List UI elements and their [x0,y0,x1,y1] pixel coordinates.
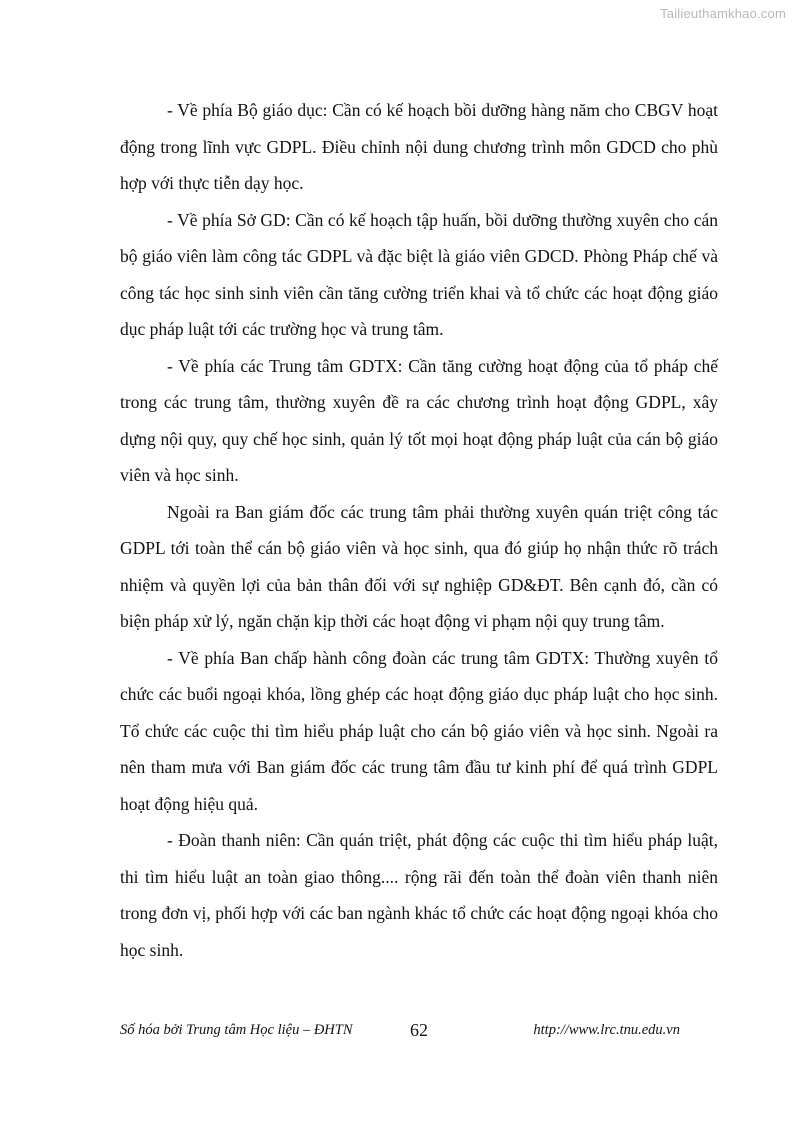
footer-url: http://www.lrc.tnu.edu.vn [533,1022,680,1038]
footer-credit: Số hóa bởi Trung tâm Học liệu – ĐHTN [120,1022,353,1038]
page-footer [120,1020,680,1044]
paragraph-youth-union: - Đoàn thanh niên: Cần quán triệt, phát động các cuộc thi tìm hiểu pháp luật, thi tìm hiểu luật an toàn giao thông.... rộng rãi đến toàn thể đoàn viên thanh niên trong đơn vị, phối hợp với các ban ngành khác tổ chức các hoạt động ngoại khóa cho học sinh. [120,830,718,960]
page-number: 62 [410,1020,428,1040]
paragraph-ministry: - Về phía Bộ giáo dục: Cần có kế hoạch bồi dưỡng hàng năm cho CBGV hoạt động trong lĩnh vực GDPL. Điều chỉnh nội dung chương trình môn GDCD cho phù hợp với thực tiễn dạy học. [120,100,718,193]
paragraph-centers: - Về phía các Trung tâm GDTX: Cần tăng cường hoạt động của tổ pháp chế trong các trung tâm, thường xuyên đề ra các chương trình hoạt động GDPL, xây dựng nội quy, quy chế học sinh, quản lý tốt mọi hoạt động pháp luật của cán bộ giáo viên và học sinh. [120,355,718,485]
watermark: Tailieuthamkhao.com [660,6,786,21]
paragraph-board: Ngoài ra Ban giám đốc các trung tâm phải thường xuyên quán triệt công tác GDPL tới toàn thể cán bộ giáo viên và học sinh, qua đó giúp họ nhận thức rõ trách nhiệm và quyền lợi của bản thân đối với sự nghiệp GD&ĐT. Bên cạnh đó, cần có biện pháp xử lý, ngăn chặn kịp thời các hoạt động vi phạm nội quy trung tâm. [120,501,718,631]
paragraph-department: - Về phía Sở GD: Cần có kế hoạch tập huấn, bồi dưỡng thường xuyên cho cán bộ giáo viên làm công tác GDPL và đặc biệt là giáo viên GDCD. Phòng Pháp chế và công tác học sinh sinh viên cần tăng cường triển khai và tổ chức các hoạt động giáo dục pháp luật tới các trường học và trung tâm. [120,209,718,339]
document-body [120,92,718,968]
paragraph-union: - Về phía Ban chấp hành công đoàn các trung tâm GDTX: Thường xuyên tổ chức các buổi ngoại khóa, lồng ghép các hoạt động giáo dục pháp luật cho học sinh. Tổ chức các cuộc thi tìm hiểu pháp luật cho cán bộ giáo viên và học sinh. Ngoài ra nên tham mưa với Ban giám đốc các trung tâm đầu tư kinh phí để quá trình GDPL hoạt động hiệu quả. [120,647,718,814]
